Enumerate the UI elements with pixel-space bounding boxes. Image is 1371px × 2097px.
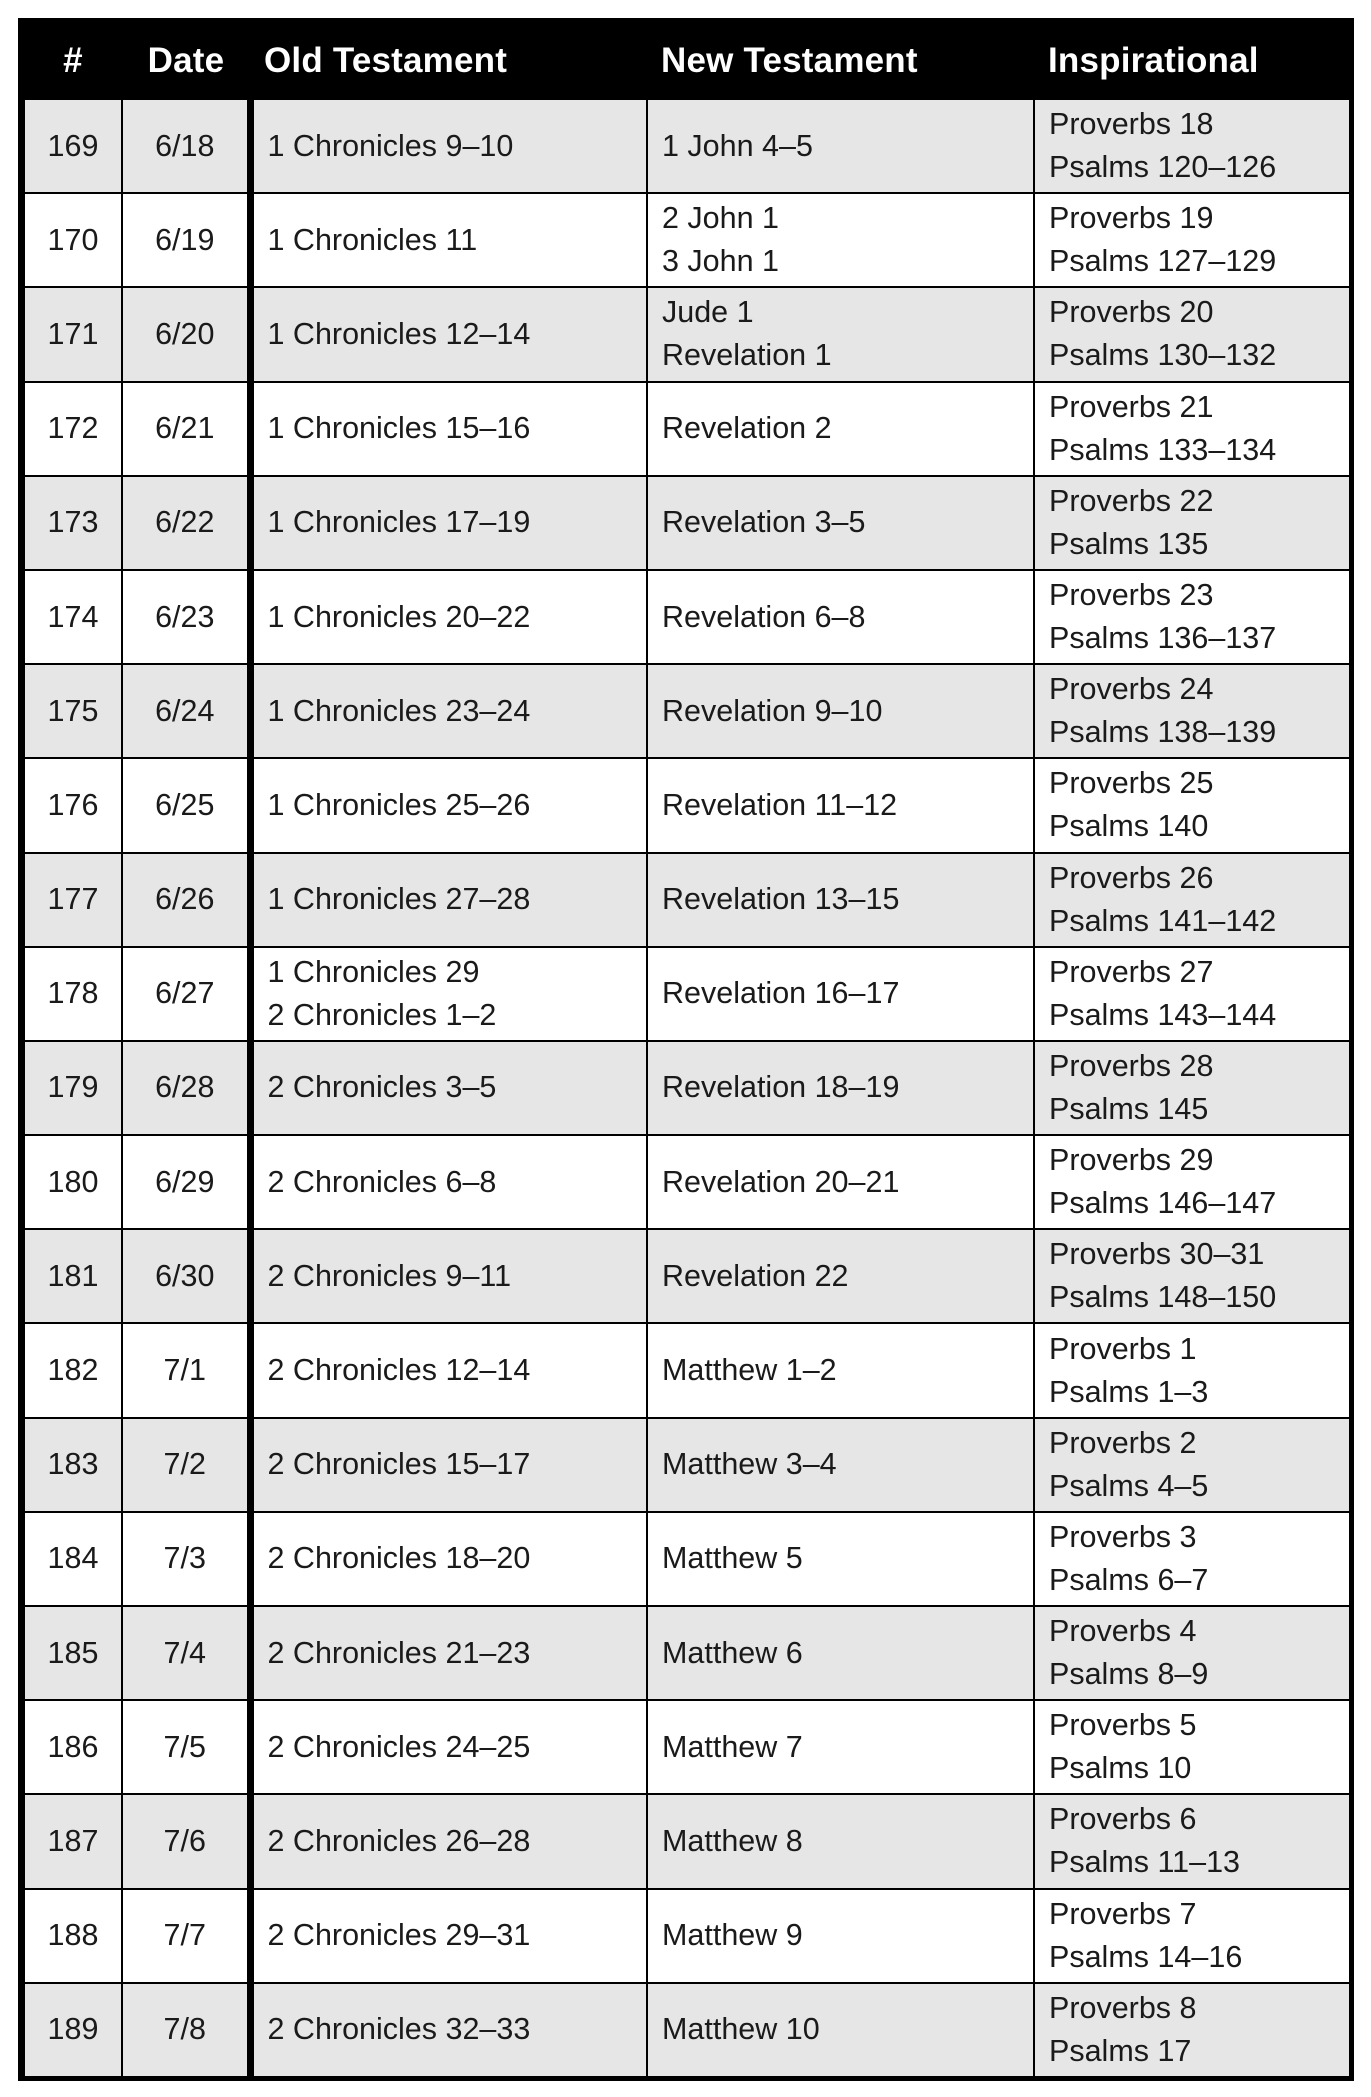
reading-line: Proverbs 18: [1049, 107, 1214, 142]
old-testament-cell: [250, 1135, 647, 1229]
date-cell: 7/7: [122, 1889, 250, 1983]
inspirational-cell: [1034, 758, 1350, 852]
new-testament-cell: [647, 853, 1034, 947]
inspirational-cell: [1034, 853, 1350, 947]
old-testament-cell: [250, 570, 647, 664]
reading-line: Proverbs 30–31: [1049, 1237, 1265, 1272]
date-cell: 6/18: [122, 99, 250, 193]
reading-line: 2 Chronicles 1–2: [267, 997, 497, 1032]
reading-line: Matthew 5: [662, 1541, 803, 1576]
date-cell: 7/6: [122, 1794, 250, 1888]
reading-line: 1 Chronicles 29: [267, 954, 480, 989]
reading-line: Revelation 18–19: [662, 1070, 900, 1105]
reading-line: 2 Chronicles 6–8: [267, 1164, 497, 1199]
inspirational-cell: [1034, 1794, 1350, 1888]
table-row: [24, 758, 1350, 852]
table-row: [24, 570, 1350, 664]
table-row: [24, 1418, 1350, 1512]
reading-line: Psalms 141–142: [1049, 903, 1277, 938]
reading-line: 2 Chronicles 9–11: [267, 1258, 512, 1293]
table-header: [24, 23, 1350, 99]
day-number-cell: 180: [24, 1135, 122, 1229]
old-testament-cell: [250, 1323, 647, 1417]
old-testament-cell: [250, 99, 647, 193]
inspirational-cell: [1034, 287, 1350, 381]
header-date: Date: [147, 40, 225, 80]
reading-line: Matthew 10: [662, 2012, 820, 2047]
reading-line: Revelation 13–15: [662, 882, 900, 917]
inspirational-cell: [1034, 193, 1350, 287]
reading-line: 2 Chronicles 18–20: [267, 1541, 531, 1576]
reading-line: Proverbs 5: [1049, 1708, 1197, 1743]
reading-line: 2 Chronicles 24–25: [267, 1729, 531, 1764]
date-cell: 7/5: [122, 1700, 250, 1794]
day-number-cell: 174: [24, 570, 122, 664]
day-number-cell: 183: [24, 1418, 122, 1512]
table-row: [24, 947, 1350, 1041]
reading-line: Psalms 135: [1049, 526, 1209, 561]
old-testament-cell: [250, 382, 647, 476]
reading-line: Psalms 136–137: [1049, 621, 1277, 656]
new-testament-cell: [647, 664, 1034, 758]
new-testament-cell: [647, 1889, 1034, 1983]
reading-line: 2 Chronicles 3–5: [267, 1070, 497, 1105]
day-number-cell: 173: [24, 476, 122, 570]
inspirational-cell: [1034, 1418, 1350, 1512]
reading-line: 1 John 4–5: [662, 128, 813, 163]
day-number-cell: 187: [24, 1794, 122, 1888]
table-row: [24, 99, 1350, 193]
reading-line: Psalms 17: [1049, 2033, 1192, 2068]
new-testament-cell: [647, 382, 1034, 476]
reading-line: Proverbs 20: [1049, 295, 1214, 330]
reading-plan-table: [23, 23, 1351, 2078]
reading-line: 1 Chronicles 15–16: [267, 411, 531, 446]
reading-line: Psalms 14–16: [1049, 1939, 1243, 1974]
day-number-cell: 186: [24, 1700, 122, 1794]
reading-line: Psalms 138–139: [1049, 715, 1277, 750]
inspirational-cell: [1034, 1135, 1350, 1229]
reading-line: 1 Chronicles 20–22: [267, 599, 531, 634]
reading-line: 2 Chronicles 32–33: [267, 2012, 531, 2047]
day-number-cell: 172: [24, 382, 122, 476]
new-testament-cell: [647, 1606, 1034, 1700]
reading-line: Psalms 133–134: [1049, 432, 1277, 467]
inspirational-cell: [1034, 1700, 1350, 1794]
table-row: [24, 1229, 1350, 1323]
reading-line: Proverbs 23: [1049, 578, 1214, 613]
new-testament-cell: [647, 193, 1034, 287]
date-cell: 6/30: [122, 1229, 250, 1323]
inspirational-cell: [1034, 1512, 1350, 1606]
reading-line: Psalms 11–13: [1049, 1845, 1241, 1880]
reading-line: Revelation 1: [662, 338, 832, 373]
reading-line: Proverbs 4: [1049, 1614, 1197, 1649]
new-testament-cell: [647, 1135, 1034, 1229]
table-row: [24, 476, 1350, 570]
old-testament-cell: [250, 1889, 647, 1983]
table-row: [24, 1889, 1350, 1983]
inspirational-cell: [1034, 99, 1350, 193]
inspirational-cell: [1034, 1606, 1350, 1700]
old-testament-cell: [250, 1794, 647, 1888]
inspirational-cell: [1034, 1323, 1350, 1417]
table-row: [24, 1323, 1350, 1417]
reading-line: Proverbs 26: [1049, 860, 1214, 895]
date-cell: 6/24: [122, 664, 250, 758]
old-testament-cell: [250, 853, 647, 947]
reading-line: Psalms 146–147: [1049, 1186, 1277, 1221]
day-number-cell: 181: [24, 1229, 122, 1323]
new-testament-cell: [647, 287, 1034, 381]
old-testament-cell: [250, 758, 647, 852]
old-testament-cell: [250, 1418, 647, 1512]
reading-line: Proverbs 22: [1049, 483, 1214, 518]
day-number-cell: 178: [24, 947, 122, 1041]
date-cell: 7/3: [122, 1512, 250, 1606]
reading-line: 2 Chronicles 21–23: [267, 1635, 531, 1670]
reading-line: 2 John 1: [662, 201, 780, 236]
old-testament-cell: [250, 947, 647, 1041]
day-number-cell: 185: [24, 1606, 122, 1700]
table-row: [24, 382, 1350, 476]
date-cell: 7/4: [122, 1606, 250, 1700]
date-cell: 6/25: [122, 758, 250, 852]
inspirational-cell: [1034, 1983, 1350, 2077]
new-testament-cell: [647, 476, 1034, 570]
inspirational-cell: [1034, 1889, 1350, 1983]
reading-line: Proverbs 8: [1049, 1990, 1197, 2025]
new-testament-cell: [647, 1983, 1034, 2077]
day-number-cell: 184: [24, 1512, 122, 1606]
reading-line: 1 Chronicles 27–28: [267, 882, 531, 917]
new-testament-cell: [647, 758, 1034, 852]
old-testament-cell: [250, 476, 647, 570]
header-inspirational: Inspirational: [1048, 40, 1259, 80]
new-testament-cell: [647, 99, 1034, 193]
table-body: [24, 99, 1350, 2077]
old-testament-cell: [250, 1512, 647, 1606]
reading-line: Proverbs 6: [1049, 1802, 1197, 1837]
reading-line: Psalms 4–5: [1049, 1468, 1209, 1503]
reading-line: 1 Chronicles 23–24: [267, 693, 531, 728]
date-cell: 7/1: [122, 1323, 250, 1417]
old-testament-cell: [250, 1041, 647, 1135]
reading-line: Psalms 143–144: [1049, 997, 1277, 1032]
day-number-cell: 171: [24, 287, 122, 381]
old-testament-cell: [250, 1229, 647, 1323]
new-testament-cell: [647, 1512, 1034, 1606]
inspirational-cell: [1034, 476, 1350, 570]
reading-line: Proverbs 29: [1049, 1143, 1214, 1178]
reading-line: Matthew 6: [662, 1635, 803, 1670]
reading-line: Psalms 10: [1049, 1751, 1192, 1786]
table-row: [24, 1135, 1350, 1229]
reading-line: Psalms 8–9: [1049, 1657, 1209, 1692]
reading-line: 3 John 1: [662, 244, 780, 279]
reading-line: Jude 1: [662, 295, 754, 330]
reading-plan-sheet: [18, 18, 1354, 2081]
reading-line: 1 Chronicles 25–26: [267, 787, 531, 822]
day-number-cell: 177: [24, 853, 122, 947]
reading-line: Psalms 127–129: [1049, 244, 1277, 279]
reading-line: Proverbs 27: [1049, 954, 1214, 989]
day-number-cell: 169: [24, 99, 122, 193]
reading-line: 2 Chronicles 15–17: [267, 1447, 531, 1482]
reading-line: 1 Chronicles 11: [267, 222, 478, 257]
header-row: [24, 23, 1350, 99]
reading-line: Revelation 6–8: [662, 599, 866, 634]
reading-line: Revelation 20–21: [662, 1164, 900, 1199]
date-cell: 6/29: [122, 1135, 250, 1229]
date-cell: 7/2: [122, 1418, 250, 1512]
date-cell: 6/27: [122, 947, 250, 1041]
inspirational-cell: [1034, 570, 1350, 664]
table-row: [24, 287, 1350, 381]
reading-line: 2 Chronicles 12–14: [267, 1353, 531, 1388]
reading-line: Matthew 9: [662, 1918, 803, 1953]
reading-line: Proverbs 25: [1049, 766, 1214, 801]
day-number-cell: 182: [24, 1323, 122, 1417]
reading-line: Revelation 9–10: [662, 693, 883, 728]
date-cell: 6/26: [122, 853, 250, 947]
day-number-cell: 179: [24, 1041, 122, 1135]
reading-line: Proverbs 2: [1049, 1425, 1197, 1460]
date-cell: 6/19: [122, 193, 250, 287]
new-testament-cell: [647, 570, 1034, 664]
reading-line: Revelation 22: [662, 1258, 849, 1293]
day-number-cell: 170: [24, 193, 122, 287]
inspirational-cell: [1034, 1041, 1350, 1135]
reading-line: Proverbs 19: [1049, 201, 1214, 236]
reading-line: Psalms 148–150: [1049, 1280, 1277, 1315]
table-row: [24, 1512, 1350, 1606]
new-testament-cell: [647, 1041, 1034, 1135]
reading-line: Matthew 1–2: [662, 1353, 837, 1388]
new-testament-cell: [647, 1794, 1034, 1888]
date-cell: 6/20: [122, 287, 250, 381]
date-cell: 6/22: [122, 476, 250, 570]
reading-line: Matthew 7: [662, 1729, 803, 1764]
table-row: [24, 1041, 1350, 1135]
reading-line: Psalms 6–7: [1049, 1562, 1209, 1597]
header-number: #: [63, 40, 83, 80]
table-row: [24, 1983, 1350, 2077]
reading-line: Proverbs 21: [1049, 389, 1214, 424]
old-testament-cell: [250, 1606, 647, 1700]
reading-line: Psalms 120–126: [1049, 150, 1277, 185]
new-testament-cell: [647, 947, 1034, 1041]
reading-line: Proverbs 1: [1049, 1331, 1197, 1366]
reading-line: Psalms 145: [1049, 1091, 1209, 1126]
reading-line: Revelation 16–17: [662, 976, 900, 1011]
new-testament-cell: [647, 1323, 1034, 1417]
inspirational-cell: [1034, 947, 1350, 1041]
reading-line: Proverbs 7: [1049, 1896, 1197, 1931]
old-testament-cell: [250, 664, 647, 758]
header-old-testament: Old Testament: [264, 40, 508, 80]
reading-line: Revelation 2: [662, 411, 832, 446]
reading-line: 1 Chronicles 17–19: [267, 505, 531, 540]
reading-line: Psalms 1–3: [1049, 1374, 1209, 1409]
old-testament-cell: [250, 193, 647, 287]
date-cell: 6/21: [122, 382, 250, 476]
reading-line: Proverbs 3: [1049, 1519, 1197, 1554]
reading-line: 2 Chronicles 26–28: [267, 1823, 531, 1858]
reading-line: Revelation 3–5: [662, 505, 866, 540]
new-testament-cell: [647, 1700, 1034, 1794]
table-row: [24, 853, 1350, 947]
old-testament-cell: [250, 1983, 647, 2077]
date-cell: 6/28: [122, 1041, 250, 1135]
table-row: [24, 664, 1350, 758]
reading-line: 2 Chronicles 29–31: [267, 1918, 531, 1953]
new-testament-cell: [647, 1229, 1034, 1323]
reading-line: Matthew 8: [662, 1823, 803, 1858]
table-row: [24, 1700, 1350, 1794]
day-number-cell: 176: [24, 758, 122, 852]
inspirational-cell: [1034, 1229, 1350, 1323]
day-number-cell: 175: [24, 664, 122, 758]
day-number-cell: 188: [24, 1889, 122, 1983]
reading-line: 1 Chronicles 12–14: [267, 316, 531, 351]
old-testament-cell: [250, 1700, 647, 1794]
inspirational-cell: [1034, 382, 1350, 476]
old-testament-cell: [250, 287, 647, 381]
reading-line: Proverbs 24: [1049, 672, 1214, 707]
table-row: [24, 1606, 1350, 1700]
reading-line: Matthew 3–4: [662, 1447, 837, 1482]
table-row: [24, 1794, 1350, 1888]
reading-line: 1 Chronicles 9–10: [267, 128, 514, 163]
date-cell: 7/8: [122, 1983, 250, 2077]
inspirational-cell: [1034, 664, 1350, 758]
reading-line: Psalms 130–132: [1049, 338, 1277, 373]
day-number-cell: 189: [24, 1983, 122, 2077]
date-cell: 6/23: [122, 570, 250, 664]
new-testament-cell: [647, 1418, 1034, 1512]
table-row: [24, 193, 1350, 287]
reading-line: Psalms 140: [1049, 809, 1209, 844]
reading-line: Revelation 11–12: [662, 787, 898, 822]
reading-line: Proverbs 28: [1049, 1048, 1214, 1083]
header-new-testament: New Testament: [661, 40, 918, 80]
